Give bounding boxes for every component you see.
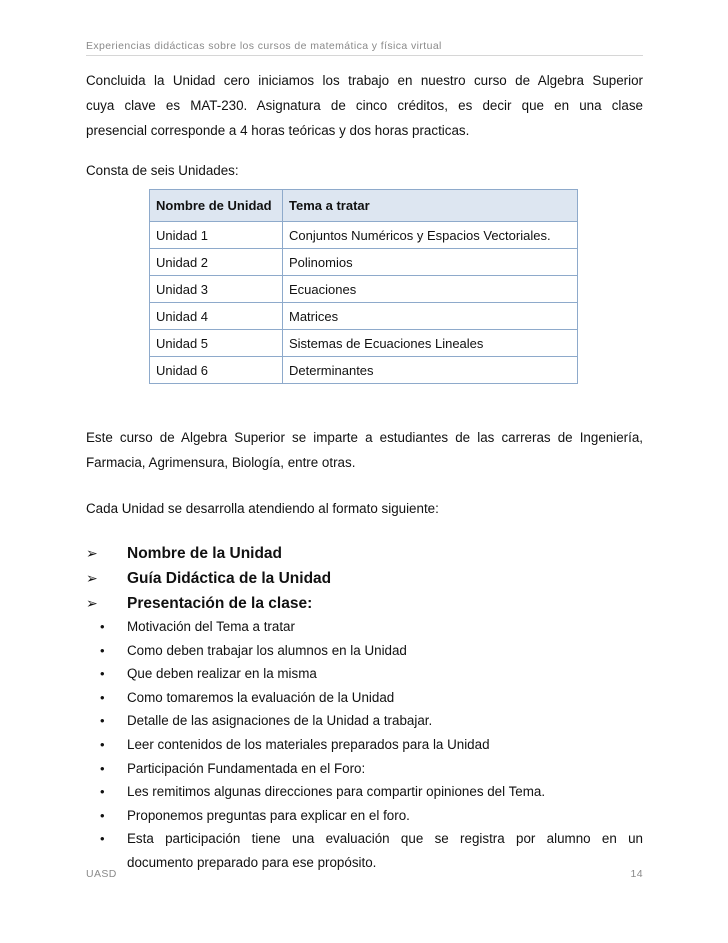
running-header: Experiencias didácticas sobre los cursos de matemática y física virtual (86, 40, 442, 52)
intro-paragraph (86, 68, 643, 143)
class-presentation-list (86, 615, 643, 875)
list-item-text: Les remitimos algunas direcciones para compartir opiniones del Tema. (127, 784, 546, 800)
footer-institution: UASD (86, 868, 117, 880)
list-item (86, 566, 643, 591)
audience-paragraph (86, 425, 643, 475)
unit-topic-cell: Determinantes (283, 357, 578, 384)
list-item (86, 615, 643, 639)
list-item (86, 780, 643, 804)
list-item (86, 757, 643, 781)
column-header: Nombre de Unidad (150, 190, 283, 222)
list-item (86, 541, 643, 566)
paragraph-line: Concluida la Unidad cero iniciamos los trabajo en nuestro curso de Algebra Superior (86, 73, 643, 88)
list-item-text: Como deben trabajar los alumnos en la Unidad (127, 642, 407, 658)
list-item-text: Participación Fundamentada en el Foro: (127, 760, 366, 776)
paragraph-line: cuya clave es MAT-230. Asignatura de cinco créditos, es decir que en una clase (86, 98, 643, 113)
list-item-text: Motivación del Tema a tratar (127, 619, 295, 634)
format-item-text: Guía Didáctica de la Unidad (127, 570, 332, 587)
list-item (86, 591, 643, 616)
unit-name-cell: Unidad 5 (150, 330, 283, 357)
list-item-text: Proponemos preguntas para explicar en el foro. (127, 807, 410, 823)
units-intro: Consta de seis Unidades: (86, 163, 239, 178)
unit-name-cell: Unidad 4 (150, 303, 283, 330)
bullet-dot-icon: • (100, 642, 105, 658)
bullet-dot-icon: • (100, 689, 105, 705)
list-item-line: Esta participación tiene una evaluación que se registra por alumno en un (127, 831, 643, 847)
bullet-dot-icon: • (100, 713, 105, 729)
list-item (86, 709, 643, 733)
bullet-dot-icon: • (100, 736, 105, 752)
column-header: Tema a tratar (283, 190, 578, 222)
page-footer (86, 868, 643, 884)
unit-topic-cell: Sistemas de Ecuaciones Lineales (283, 330, 578, 357)
bullet-dot-icon: • (100, 831, 105, 847)
arrow-bullet-icon: ➢ (86, 595, 98, 611)
paragraph-line: Este curso de Algebra Superior se imparte a estudiantes de las carreras de Ingeniería, (86, 430, 643, 445)
arrow-bullet-icon: ➢ (86, 545, 98, 561)
table-row (150, 249, 578, 276)
bullet-dot-icon: • (100, 760, 105, 776)
list-item-text: Como tomaremos la evaluación de la Unidad (127, 689, 395, 705)
unit-topic-cell: Conjuntos Numéricos y Espacios Vectoriales. (283, 222, 578, 249)
page-number: 14 (630, 868, 643, 880)
list-item (86, 733, 643, 757)
bullet-dot-icon: • (100, 807, 105, 823)
bullet-dot-icon: • (100, 619, 105, 634)
list-item-line: documento preparado para ese propósito. (127, 854, 377, 870)
unit-topic-cell: Matrices (283, 303, 578, 330)
paragraph-line: presencial corresponde a 4 horas teóricas y dos horas practicas. (86, 123, 470, 138)
table-header-row (150, 190, 578, 222)
list-item (86, 639, 643, 663)
list-item-text: Que deben realizar en la misma (127, 666, 317, 682)
arrow-bullet-icon: ➢ (86, 570, 98, 586)
table-row (150, 276, 578, 303)
table-row (150, 330, 578, 357)
bullet-dot-icon: • (100, 784, 105, 800)
list-item (86, 804, 643, 828)
format-list (86, 541, 643, 616)
format-item-text: Presentación de la clase: (127, 595, 313, 612)
format-intro: Cada Unidad se desarrolla atendiendo al formato siguiente: (86, 501, 439, 516)
unit-name-cell: Unidad 2 (150, 249, 283, 276)
list-item-text: Detalle de las asignaciones de la Unidad a trabajar. (127, 713, 433, 729)
unit-name-cell: Unidad 3 (150, 276, 283, 303)
unit-name-cell: Unidad 6 (150, 357, 283, 384)
unit-topic-cell: Ecuaciones (283, 276, 578, 303)
list-item (86, 686, 643, 710)
table-row (150, 222, 578, 249)
unit-name-cell: Unidad 1 (150, 222, 283, 249)
list-item (86, 662, 643, 686)
list-item-text: Leer contenidos de los materiales preparados para la Unidad (127, 736, 490, 752)
header-rule (86, 55, 643, 56)
paragraph-line: Farmacia, Agrimensura, Biología, entre otras. (86, 455, 356, 470)
units-table (149, 189, 578, 384)
bullet-dot-icon: • (100, 666, 105, 682)
table-row (150, 303, 578, 330)
table-row (150, 357, 578, 384)
format-item-text: Nombre de la Unidad (127, 545, 283, 562)
unit-topic-cell: Polinomios (283, 249, 578, 276)
